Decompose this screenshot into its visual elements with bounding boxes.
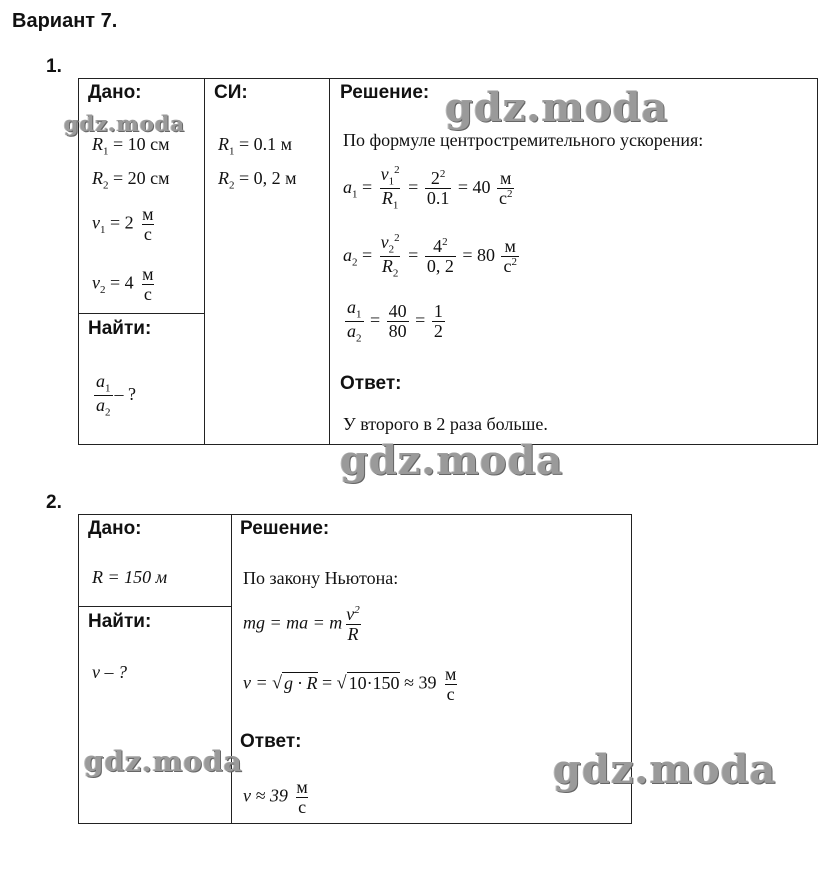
given-r: R = 150 м [92, 567, 168, 587]
given-v2: $v_2 = 4$ $\frac{м}{с}$ [92, 264, 154, 304]
given-r2: $R_2 = 20$ см [92, 168, 170, 192]
otvet-label: Ответ: [240, 731, 302, 752]
watermark: gdz.moda [84, 745, 243, 778]
watermark: gdz.moda [64, 111, 186, 136]
formula-a1: $a_1$ = $\frac{v_1^2}{R_1}$ = $\frac{2^2}{0.1}$ = 40 $\frac{м}{с^2}$ [343, 164, 513, 212]
task-number: 2. [46, 492, 62, 513]
watermark: gdz.moda [445, 84, 669, 131]
si-label: СИ: [214, 82, 248, 103]
solution-intro: По формуле центростремительного ускорения: [343, 130, 704, 150]
formula-a2: $a_2$ = $\frac{v_2^2}{R_2}$ = $\frac{4^2}{0, 2}$ = 80 $\frac{м}{с^2}$ [343, 232, 517, 280]
divider [329, 78, 330, 445]
otvet-label: Ответ: [340, 373, 402, 394]
task-number: 1. [46, 56, 62, 77]
answer-text: У второго в 2 раза больше. [343, 414, 548, 434]
formula-v: v = √ g · R = √ 10·150 ≈ 39 $\frac{м}{с}$ [243, 664, 457, 704]
formula-newton: mg = ma = m $\frac{v^2}{R}$ [243, 604, 360, 644]
given-v1: $v_1 = 2$ $\frac{м}{с}$ [92, 204, 154, 244]
divider [78, 313, 205, 314]
si-r1: $R_1 = 0.1$ м [218, 134, 293, 158]
divider [204, 78, 205, 445]
reshenie-label: Решение: [340, 82, 430, 103]
find-expr: $\frac{a_1}{a_2}$ – ? [96, 371, 136, 419]
dano-label: Дано: [88, 518, 142, 539]
naiti-label: Найти: [88, 318, 152, 339]
find-expr: v – ? [92, 662, 127, 682]
divider [78, 606, 232, 607]
answer-text: v ≈ 39 $\frac{м}{с}$ [243, 777, 308, 817]
dano-label: Дано: [88, 82, 142, 103]
variant-title: Вариант 7. [12, 10, 118, 32]
si-r2: $R_2 = 0$, 2 м [218, 168, 297, 192]
watermark: gdz.moda [340, 437, 564, 484]
solution-intro: По закону Ньютона: [243, 568, 399, 588]
reshenie-label: Решение: [240, 518, 330, 539]
given-r1: $R_1 = 10$ см [92, 134, 170, 158]
formula-ratio: $\frac{a_1}{a_2}$ = $\frac{40}{80}$ = $\frac{1}{2}$ [347, 297, 443, 345]
naiti-label: Найти: [88, 611, 152, 632]
watermark: gdz.moda [553, 746, 777, 793]
